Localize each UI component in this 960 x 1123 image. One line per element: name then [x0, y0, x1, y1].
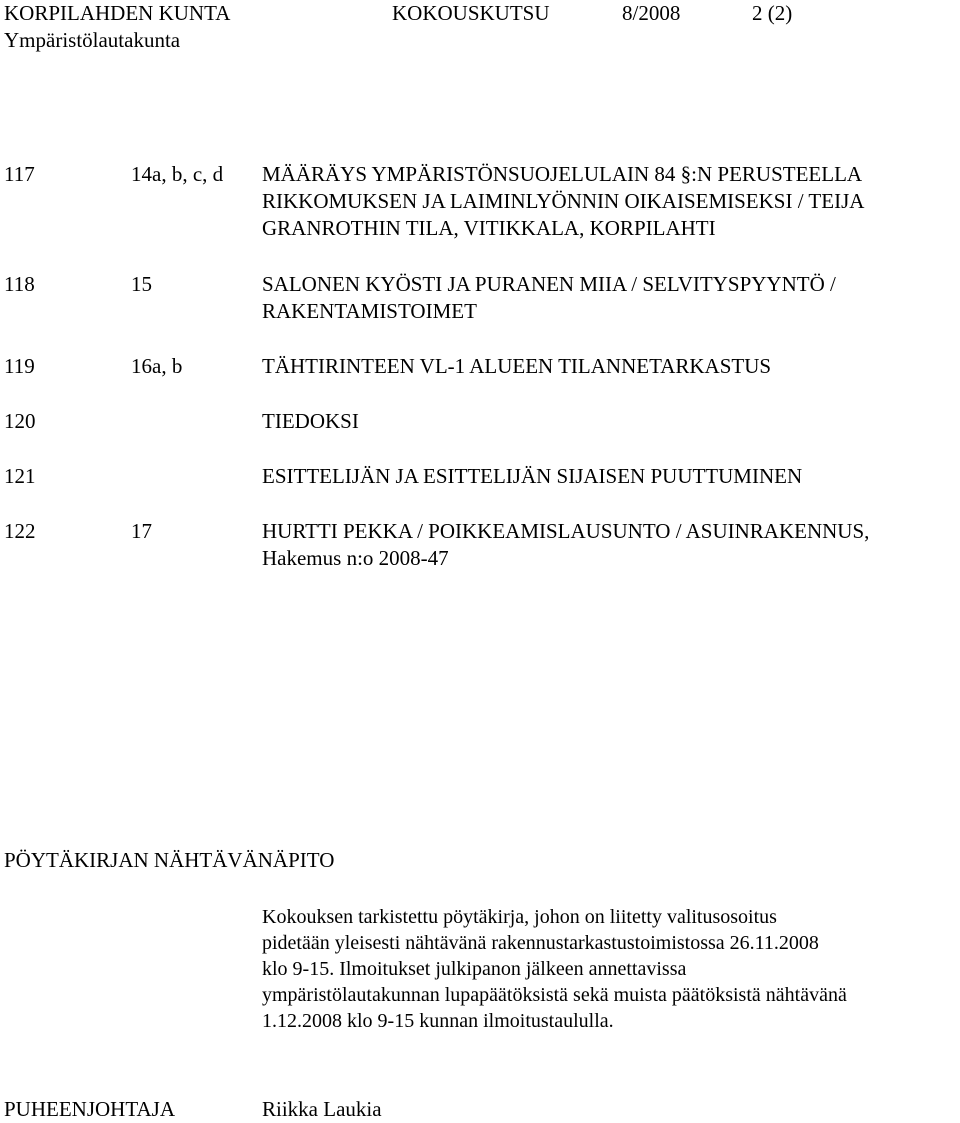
- agenda-item-number: 117: [4, 162, 35, 186]
- document-number: 8/2008: [622, 1, 681, 25]
- agenda-item-title-line: SALONEN KYÖSTI JA PURANEN MIIA / SELVITYSPYYNTÖ /: [262, 272, 836, 296]
- document-type: KOKOUSKUTSU: [392, 1, 550, 25]
- agenda-item-title-line: RAKENTAMISTOIMET: [262, 299, 477, 323]
- agenda-item-title: [262, 463, 802, 490]
- agenda-item-title-line: TIEDOKSI: [262, 409, 359, 433]
- agenda-item-title-line: TÄHTIRINTEEN VL-1 ALUEEN TILANNETARKASTUS: [262, 354, 772, 378]
- notice-body-line: Kokouksen tarkistettu pöytäkirja, johon on liitetty valitusosoitus: [262, 906, 777, 928]
- agenda-item-title: [262, 271, 836, 325]
- notice-body-line: pidetään yleisesti nähtävänä rakennustarkastustoimistossa 26.11.2008: [262, 932, 819, 954]
- agenda-item-title: [262, 353, 771, 380]
- agenda-item-reference: 14a, b, c, d: [131, 162, 224, 186]
- notice-heading: PÖYTÄKIRJAN NÄHTÄVÄNÄPITO: [4, 848, 335, 872]
- agenda-item-title-line: ESITTELIJÄN JA ESITTELIJÄN SIJAISEN PUUTTUMINEN: [262, 464, 803, 488]
- agenda-item-number: 119: [4, 354, 35, 378]
- agenda-item-reference: 16a, b: [131, 354, 183, 378]
- agenda-item-number: 121: [4, 464, 36, 488]
- agenda-item-title-line: GRANROTHIN TILA, VITIKKALA, KORPILAHTI: [262, 216, 716, 240]
- agenda-item-title: [262, 518, 869, 572]
- agenda-item-title-line: MÄÄRÄYS YMPÄRISTÖNSUOJELULAIN 84 §:N PERUSTEELLA: [262, 162, 863, 186]
- agenda-item-reference: 15: [131, 272, 152, 296]
- agenda-item-title: [262, 408, 359, 435]
- signature-name: Riikka Laukia: [262, 1097, 382, 1121]
- agenda-item-title-line: Hakemus n:o 2008-47: [262, 546, 449, 570]
- notice-body-line: klo 9-15. Ilmoitukset julkipanon jälkeen annettavissa: [262, 958, 687, 980]
- signature-role: PUHEENJOHTAJA: [4, 1097, 175, 1121]
- page-number: 2 (2): [752, 1, 793, 25]
- committee-name: Ympäristölautakunta: [4, 28, 181, 52]
- organization-name: KORPILAHDEN KUNTA: [4, 1, 231, 25]
- notice-body-line: 1.12.2008 klo 9-15 kunnan ilmoitustaululla.: [262, 1010, 614, 1032]
- agenda-item-reference: 17: [131, 519, 152, 543]
- agenda-item-number: 120: [4, 409, 36, 433]
- agenda-item-title: [262, 161, 864, 242]
- agenda-item-number: 122: [4, 519, 36, 543]
- agenda-item-title-line: RIKKOMUKSEN JA LAIMINLYÖNNIN OIKAISEMISEKSI / TEIJA: [262, 189, 865, 213]
- agenda-item-title-line: HURTTI PEKKA / POIKKEAMISLAUSUNTO / ASUINRAKENNUS,: [262, 519, 870, 543]
- notice-body: [262, 904, 960, 1034]
- notice-body-line: ympäristölautakunnan lupapäätöksistä sekä muista päätöksistä nähtävänä: [262, 984, 847, 1006]
- agenda-item-number: 118: [4, 272, 35, 296]
